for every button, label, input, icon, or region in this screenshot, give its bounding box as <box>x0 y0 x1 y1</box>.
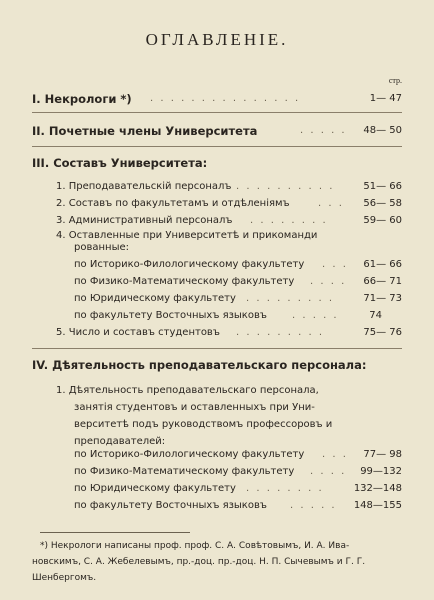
item-label: по Историко-Филологическому факультету <box>74 259 305 270</box>
item-label: по Историко-Филологическому факультету <box>74 449 305 460</box>
page-range: 66— 71 <box>363 276 402 287</box>
toc-section-honorary-members <box>0 124 434 138</box>
item-label: по Физико-Математическому факультету <box>74 276 295 287</box>
page-range: 59— 60 <box>363 215 402 226</box>
toc-item <box>0 499 434 513</box>
page-range: 1— 47 <box>369 93 402 104</box>
toc-item <box>0 180 434 194</box>
toc-item <box>0 258 434 272</box>
leader-dots: . . . . <box>310 276 347 287</box>
footnote <box>32 538 412 586</box>
page-range: 71— 73 <box>363 293 402 304</box>
toc-item <box>0 197 434 211</box>
page-range: 61— 66 <box>363 259 402 270</box>
footnote-line: новскимъ, С. А. Жебелевымъ, пр.-доц. пр.-доц. Н. П. Сычевымъ и Г. Г. <box>32 557 366 567</box>
page-range: 132—148 <box>353 483 402 494</box>
toc-section-necrologies <box>0 92 434 106</box>
page-title: ОГЛАВЛЕНІЕ. <box>145 30 289 49</box>
section-title-composition: III. Составъ Университета: <box>32 156 208 170</box>
item-label-line: преподавателей: <box>74 436 166 447</box>
leader-dots: . . . <box>318 198 344 209</box>
item-label: по факультету Восточныхъ языковъ <box>74 310 267 321</box>
leader-dots: . . . . . . . . <box>250 215 328 226</box>
item-label: по Юридическому факультету <box>74 293 236 304</box>
leader-dots: . . . . . <box>300 125 347 136</box>
leader-dots: . . . . . <box>290 500 337 511</box>
toc-item <box>0 326 434 340</box>
item-label: по Физико-Математическому факультету <box>74 466 295 477</box>
leader-dots: . . . . . . . . . . . . . . . <box>150 93 301 104</box>
item-label: 3. Административный персоналъ <box>56 215 233 226</box>
item-label: по факультету Восточныхъ языковъ <box>74 500 267 511</box>
leader-dots: . . . . . . . . <box>246 483 324 494</box>
toc-item <box>0 448 434 462</box>
leader-dots: . . . . . . . . . . <box>236 181 335 192</box>
toc-item <box>0 214 434 228</box>
section-divider <box>32 112 402 113</box>
toc-item <box>0 482 434 496</box>
footnote-line: *) Некрологи написаны проф. проф. С. А. Совѣтовымъ, И. А. Ива- <box>40 541 350 551</box>
page-column-header: стр. <box>388 76 402 85</box>
item-label: по Юридическому факультету <box>74 483 236 494</box>
item-label-line: 4. Оставленные при Университетѣ и прикоманди <box>56 230 318 241</box>
section-title-activity: IV. Дѣятельность преподавательскаго персонала: <box>32 358 367 372</box>
leader-dots: . . . <box>322 259 348 270</box>
item-label: 2. Составъ по факультетамъ и отдѣленіямъ <box>56 198 290 209</box>
item-label-line: 1. Дѣятельность преподавательскаго персонала, <box>56 385 319 396</box>
leader-dots: . . . . . . . . . <box>246 293 335 304</box>
item-label-wrapped <box>56 230 317 254</box>
footnote-line: Шенбергомъ. <box>32 573 97 583</box>
section-divider <box>32 348 402 349</box>
page-range: 74 <box>369 310 382 321</box>
section-title: II. Почетные члены Университета <box>32 124 258 138</box>
leader-dots: . . . . <box>310 466 347 477</box>
toc-item <box>0 309 434 323</box>
leader-dots: . . . . . . . . . <box>236 327 325 338</box>
page-range: 51— 66 <box>363 181 402 192</box>
item-label-line: верситетѣ подъ руководствомъ профессоровъ и <box>74 419 333 430</box>
page-range: 56— 58 <box>363 198 402 209</box>
footnote-divider <box>40 532 190 533</box>
section-divider <box>32 146 402 147</box>
section-title: I. Некрологи *) <box>32 92 132 106</box>
page-range: 48— 50 <box>363 125 402 136</box>
item-label-line: занятія студентовъ и оставленныхъ при Уни- <box>74 402 315 413</box>
leader-dots: . . . . . <box>292 310 339 321</box>
item-label-line: рованные: <box>74 242 129 253</box>
item-label: 1. Преподавательскій персоналъ <box>56 181 232 192</box>
page-range: 99—132 <box>360 466 402 477</box>
page-range: 148—155 <box>353 500 402 511</box>
page-range: 77— 98 <box>363 449 402 460</box>
toc-item <box>0 275 434 289</box>
toc-item <box>0 292 434 306</box>
page-range: 75— 76 <box>363 327 402 338</box>
leader-dots: . . . <box>322 449 348 460</box>
toc-item <box>0 465 434 479</box>
item-label: 5. Число и составъ студентовъ <box>56 327 220 338</box>
